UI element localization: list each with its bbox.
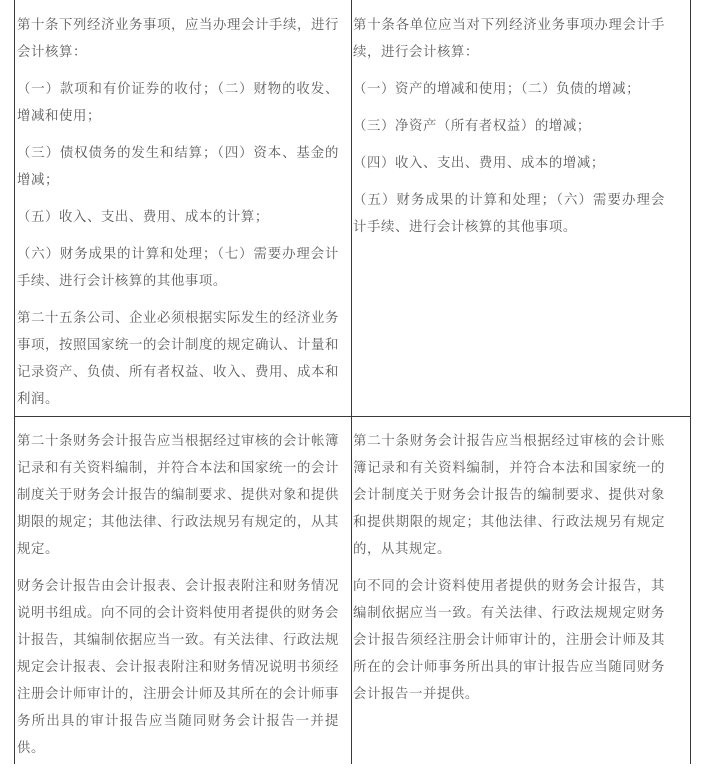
cell-row2-left xyxy=(17,428,339,772)
paragraph: 第十条下列经济业务事项，应当办理会计手续，进行会计核算： xyxy=(17,18,339,60)
paragraph: （三）债权债务的发生和结算；（四）资本、基金的增减； xyxy=(17,146,339,188)
paragraph: （一）资产的增减和使用；（二）负债的增减； xyxy=(353,82,641,97)
paragraph: 财务会计报告由会计报表、会计报表附注和财务情况说明书组成。向不同的会计资料使用者提供的财务会计报告，其编制依据应当一致。有关法律、行政法规规定会计报表、会计报表附注和财务情况说明书须经注册会计师审计的，注册会计师及其所在的会计师事务所出具的审计报告应当随同财务会计报告一并提供。 xyxy=(17,579,339,756)
table-center-divider xyxy=(351,0,352,764)
paragraph: （五）财务成果的计算和处理；（六）需要办理会计手续、进行会计核算的其他事项。 xyxy=(353,193,665,235)
paragraph: （四）收入、支出、费用、成本的增减； xyxy=(353,156,605,171)
paragraph: 第十条各单位应当对下列经济业务事项办理会计手续，进行会计核算： xyxy=(353,18,665,60)
paragraph: （六）财务成果的计算和处理；（七）需要办理会计手续、进行会计核算的其他事项。 xyxy=(17,247,339,289)
cell-row2-right xyxy=(353,428,665,718)
paragraph: 第二十条财务会计报告应当根据经过审核的会计帐簿记录和有关资料编制，并符合本法和国家统一的会计制度关于财务会计报告的编制要求、提供对象和提供期限的规定；其他法律、行政法规另有规定的，从其规定。 xyxy=(17,434,339,557)
paragraph: 第二十五条公司、企业必须根据实际发生的经济业务事项，按照国家统一的会计制度的规定确认、计量和记录资产、负债、所有者权益、收入、费用、成本和利润。 xyxy=(17,311,339,407)
table-left-border xyxy=(14,0,15,764)
paragraph: （五）收入、支出、费用、成本的计算； xyxy=(17,210,269,225)
paragraph: 向不同的会计资料使用者提供的财务会计报告，其编制依据应当一致。有关法律、行政法规规定财务会计报告须经注册会计师审计的，注册会计师及其所在的会计师事务所出具的审计报告应当随同财务会计报告一并提供。 xyxy=(353,579,665,702)
cell-row1-right xyxy=(353,12,665,251)
table-right-border xyxy=(690,0,691,764)
paragraph: （一）款项和有价证券的收付；（二）财物的收发、增减和使用； xyxy=(17,82,339,124)
paragraph: （三）净资产（所有者权益）的增减； xyxy=(353,119,591,134)
cell-row1-left xyxy=(17,12,339,423)
paragraph: 第二十条财务会计报告应当根据经过审核的会计账簿记录和有关资料编制，并符合本法和国家统一的会计制度关于财务会计报告的编制要求、提供对象和提供期限的规定；其他法律、行政法规另有规定的，从其规定。 xyxy=(353,434,665,557)
